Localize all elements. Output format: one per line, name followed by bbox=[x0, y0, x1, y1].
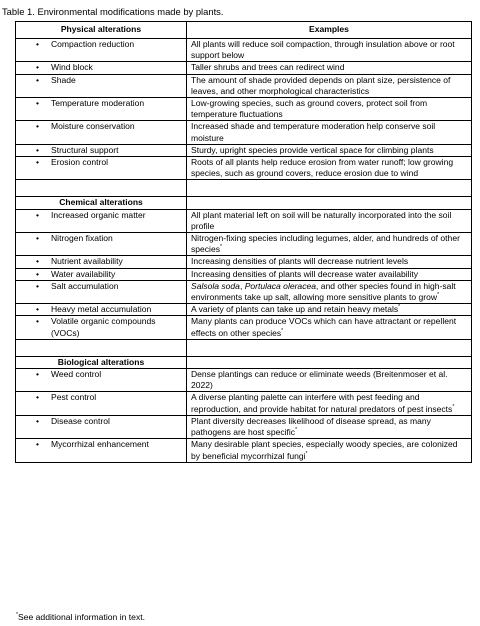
table-row bbox=[16, 392, 472, 415]
section-header-row bbox=[16, 197, 472, 209]
alteration-label: • Water availability bbox=[16, 268, 187, 280]
footnote-ref: * bbox=[281, 327, 284, 334]
alteration-label: • Shade bbox=[16, 74, 187, 97]
table-row bbox=[16, 39, 472, 62]
example-text: Low-growing species, such as ground covers, protect soil from temperature fluctuations bbox=[191, 98, 428, 120]
alteration-example bbox=[187, 415, 472, 438]
footnote-ref: * bbox=[398, 304, 401, 311]
separator: , bbox=[239, 280, 245, 291]
alteration-label: • Heavy metal accumulation bbox=[16, 304, 187, 316]
footnote-text: See additional information in text. bbox=[17, 612, 146, 622]
spacer-cell bbox=[187, 180, 472, 197]
alteration-example bbox=[187, 439, 472, 462]
example-text: Plant diversity decreases likelihood of disease spread, as many pathogens are host specific* bbox=[191, 415, 431, 438]
alteration-label: • Volatile organic compounds (VOCs) bbox=[16, 316, 187, 339]
alteration-example bbox=[187, 233, 472, 256]
alteration-example bbox=[187, 74, 472, 97]
alteration-label: • Wind block bbox=[16, 62, 187, 74]
table-row bbox=[16, 98, 472, 121]
spacer-cell bbox=[16, 180, 187, 197]
alteration-example bbox=[187, 280, 472, 303]
alteration-example bbox=[187, 157, 472, 180]
alteration-example bbox=[187, 392, 472, 415]
example-text: Increasing densities of plants will decrease water availability bbox=[191, 268, 419, 279]
alteration-label: • Nitrogen fixation bbox=[16, 233, 187, 256]
alteration-label: • Structural support bbox=[16, 144, 187, 156]
species-name: Salsola soda bbox=[191, 280, 240, 291]
example-text: Nitrogen-fixing species including legumes, alder, and hundreds of other species* bbox=[191, 233, 460, 255]
footnote-ref: * bbox=[305, 450, 308, 457]
table-row bbox=[16, 268, 472, 280]
example-text: , and other species found in high-salt environments take up salt, allowing more sensitive plants to grow* bbox=[191, 280, 456, 303]
alteration-label: • Temperature moderation bbox=[16, 98, 187, 121]
table-row bbox=[16, 316, 472, 339]
example-text: Taller shrubs and trees can redirect wind bbox=[191, 62, 345, 73]
alteration-example bbox=[187, 121, 472, 144]
alteration-label: • Increased organic matter bbox=[16, 209, 187, 232]
column-header-physical: Physical alterations bbox=[16, 22, 187, 39]
table-caption: Table 1. Environmental modifications made by plants. bbox=[2, 6, 224, 17]
example-text: Dense plantings can reduce or eliminate weeds (Breitenmoser et al. 2022) bbox=[191, 369, 448, 391]
table-row bbox=[16, 209, 472, 232]
alteration-label: • Nutrient availability bbox=[16, 256, 187, 268]
table-header-row bbox=[16, 22, 472, 39]
spacer-row bbox=[16, 180, 472, 197]
alteration-example bbox=[187, 39, 472, 62]
table-row bbox=[16, 121, 472, 144]
table-row bbox=[16, 144, 472, 156]
table-row bbox=[16, 74, 472, 97]
footnote-mark: * bbox=[16, 612, 18, 619]
spacer-row bbox=[16, 339, 472, 356]
table-row bbox=[16, 256, 472, 268]
column-header-examples: Examples bbox=[187, 22, 472, 39]
section-header-row bbox=[16, 356, 472, 368]
table-row bbox=[16, 304, 472, 316]
example-text: The amount of shade provided depends on plant size, persistence of leaves, and other morphological characteristics bbox=[191, 74, 451, 96]
table-row bbox=[16, 369, 472, 392]
table-row bbox=[16, 62, 472, 74]
section-header-blank bbox=[187, 356, 472, 368]
alteration-example bbox=[187, 268, 472, 280]
footnote-ref: * bbox=[437, 292, 440, 299]
spacer-cell bbox=[16, 339, 187, 356]
table-row bbox=[16, 233, 472, 256]
alteration-example bbox=[187, 98, 472, 121]
section-title: Biological alterations bbox=[16, 356, 187, 368]
alteration-label: • Pest control bbox=[16, 392, 187, 415]
alteration-example bbox=[187, 62, 472, 74]
alteration-label: • Mycorrhizal enhancement bbox=[16, 439, 187, 462]
example-text: Roots of all plants help reduce erosion from water runoff; low growing species, such as ground covers, reduce erosion due to wind bbox=[191, 157, 454, 179]
species-name: Portulaca oleracea bbox=[244, 280, 316, 291]
example-text: A diverse planting palette can interfere with pest feeding and reproduction, and provide habitat for natural predators of pest insects* bbox=[191, 392, 455, 414]
example-text: All plant material left on soil will be naturally incorporated into the soil profile bbox=[191, 209, 452, 231]
alteration-example bbox=[187, 256, 472, 268]
example-text: Many desirable plant species, especially woody species, are colonized by beneficial mycorrhizal fungi* bbox=[191, 439, 458, 461]
table-row bbox=[16, 415, 472, 438]
example-text: Increasing densities of plants will decrease nutrient levels bbox=[191, 256, 409, 267]
section-title: Chemical alterations bbox=[16, 197, 187, 209]
alteration-label: • Weed control bbox=[16, 369, 187, 392]
spacer-cell bbox=[187, 339, 472, 356]
modifications-table bbox=[15, 21, 472, 463]
example-text: A variety of plants can take up and retain heavy metals* bbox=[191, 304, 401, 315]
alteration-label: • Disease control bbox=[16, 415, 187, 438]
footnote-ref: * bbox=[452, 403, 455, 410]
alteration-example bbox=[187, 144, 472, 156]
alteration-label: • Moisture conservation bbox=[16, 121, 187, 144]
alteration-label: • Salt accumulation bbox=[16, 280, 187, 303]
example-text: Increased shade and temperature moderation help conserve soil moisture bbox=[191, 121, 436, 143]
table-row bbox=[16, 439, 472, 462]
table-row bbox=[16, 280, 472, 303]
footnote-ref: * bbox=[295, 427, 298, 434]
alteration-example bbox=[187, 209, 472, 232]
example-text: Sturdy, upright species provide vertical space for climbing plants bbox=[191, 144, 434, 155]
table-row bbox=[16, 157, 472, 180]
alteration-example bbox=[187, 369, 472, 392]
example-text: Many plants can produce VOCs which can have attractant or repellent effects on other species* bbox=[191, 316, 457, 338]
footnote bbox=[16, 612, 145, 623]
footnote-ref: * bbox=[219, 244, 222, 251]
alteration-label: • Erosion control bbox=[16, 157, 187, 180]
alteration-example bbox=[187, 304, 472, 316]
table-body bbox=[16, 22, 472, 463]
alteration-example bbox=[187, 316, 472, 339]
alteration-label: • Compaction reduction bbox=[16, 39, 187, 62]
section-header-blank bbox=[187, 197, 472, 209]
example-text: All plants will reduce soil compaction, through insulation above or root support below bbox=[191, 39, 455, 61]
